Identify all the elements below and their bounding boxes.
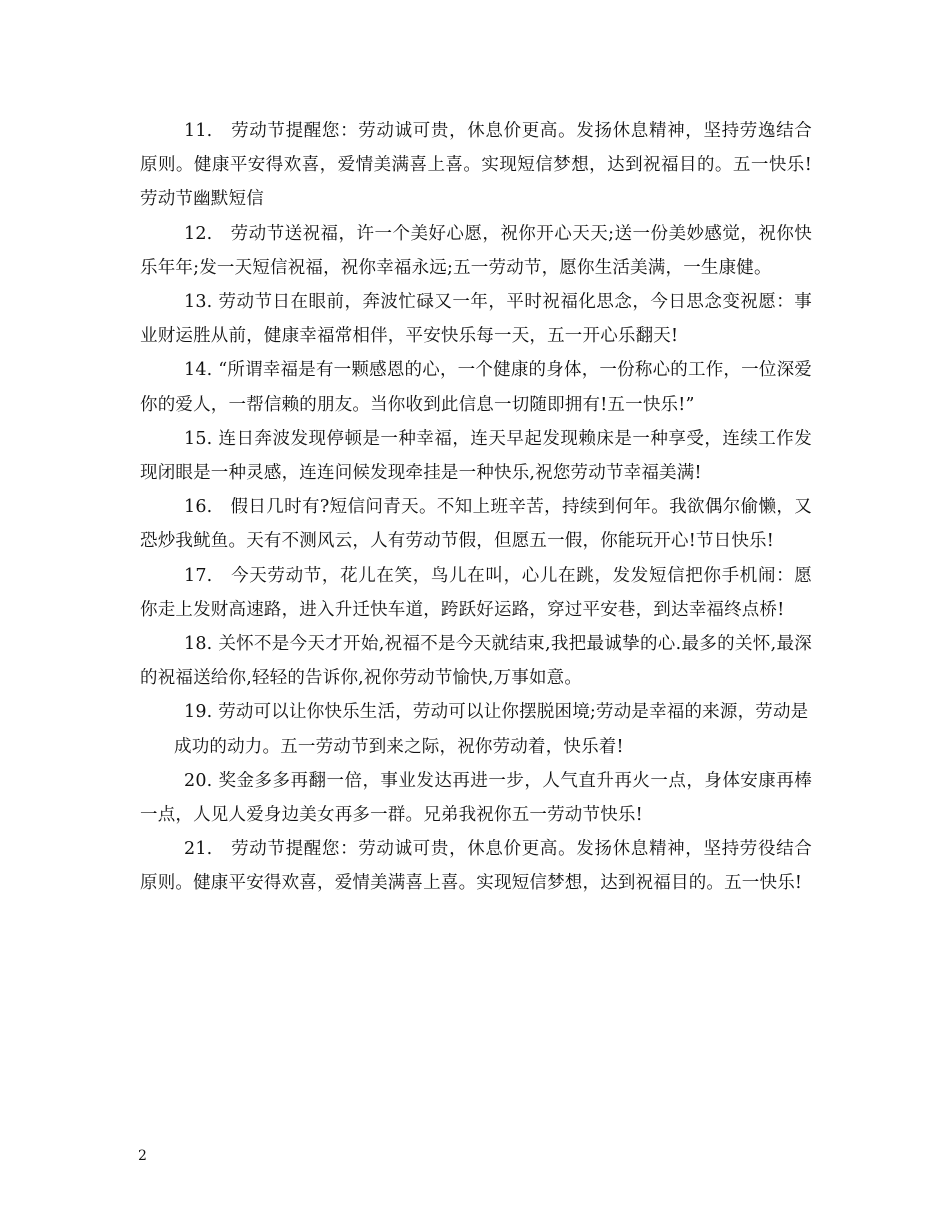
- paragraph-17: 17. 今天劳动节，花儿在笑，鸟儿在叫，心儿在跳，发发短信把你手机闹：愿你走上发财高速路，进入升迁快车道，跨跃好运路，穿过平安巷，到达幸福终点桥!: [140, 565, 812, 620]
- paragraph-16: 16. 假日几时有?短信问青天。不知上班辛苦，持续到何年。我欲偶尔偷懒，又恐炒我鱿鱼。天有不测风云，人有劳动节假，但愿五一假，你能玩开心!节日快乐!: [140, 497, 812, 552]
- paragraph-20: 20. 奖金多多再翻一倍，事业发达再进一步，人气直升再火一点，身体安康再棒一点，人见人爱身边美女再多一群。兄弟我祝你五一劳动节快乐!: [140, 770, 812, 826]
- paragraph-18: 18. 关怀不是今天才开始,祝福不是今天就结束,我把最诚挚的心.最多的关怀,最深的祝福送给你,轻轻的告诉你,祝你劳动节愉快,万事如意。: [140, 634, 812, 689]
- page-body: [140, 114, 812, 901]
- paragraph-12: 12. 劳动节送祝福，许一个美好心愿，祝你开心天天;送一份美妙感觉，祝你快乐年年;发一天短信祝福，祝你幸福永远;五一劳动节，愿你生活美满，一生康健。: [140, 223, 812, 278]
- paragraph-11: 11. 劳动节提醒您：劳动诚可贵，休息价更高。发扬休息精神，坚持劳逸结合原则。健康平安得欢喜，爱情美满喜上喜。实现短信梦想，达到祝福目的。五一快乐!劳动节幽默短信: [140, 121, 812, 210]
- paragraph-21: 21. 劳动节提醒您：劳动诚可贵，休息价更高。发扬休息精神，坚持劳役结合原则。健康平安得欢喜，爱情美满喜上喜。实现短信梦想，达到祝福目的。五一快乐!: [140, 839, 812, 894]
- paragraph-19-continued: 成功的动力。五一劳动节到来之际，祝你劳动着，快乐着!: [174, 736, 624, 757]
- page-number: 2: [138, 1148, 147, 1164]
- paragraph-13: 13. 劳动节日在眼前，奔波忙碌又一年，平时祝福化思念，今日思念变祝愿：事业财运胜从前，健康幸福常相伴，平安快乐每一天，五一开心乐翻天!: [140, 292, 812, 347]
- paragraph-14: 14. “所谓幸福是有一颗感恩的心，一个健康的身体，一份称心的工作，一位深爱你的爱人，一帮信赖的朋友。当你收到此信息一切随即拥有!五一快乐!”: [140, 360, 812, 415]
- paragraph-15: 15. 连日奔波发现停顿是一种幸福，连天早起发现赖床是一种享受，连续工作发现闭眼是一种灵感，连连问候发现牵挂是一种快乐,祝您劳动节幸福美满!: [140, 428, 812, 484]
- paragraph-19: 19. 劳动可以让你快乐生活，劳动可以让你摆脱困境;劳动是幸福的来源，劳动是: [184, 702, 809, 723]
